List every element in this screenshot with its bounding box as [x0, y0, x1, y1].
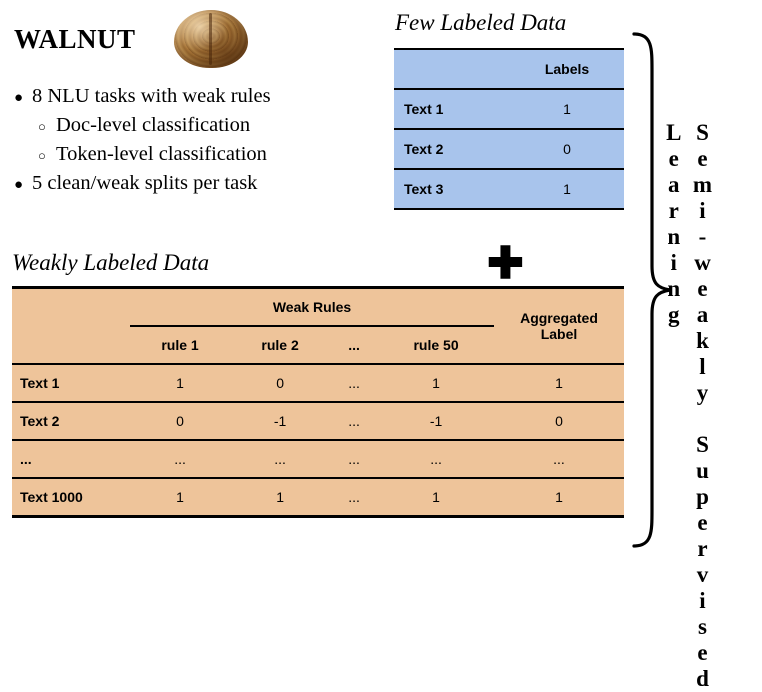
table-row [12, 402, 624, 440]
row-label: Text 2 [394, 129, 510, 169]
column-header-rule-1: rule 1 [130, 326, 230, 364]
table-row [12, 364, 624, 402]
list-item [14, 169, 384, 198]
bullet-filled-icon: ● [14, 177, 24, 194]
row-value: -1 [230, 402, 330, 440]
table-corner-cell [12, 326, 130, 364]
table-corner-cell [12, 288, 130, 327]
column-header-labels: Labels [510, 49, 624, 89]
row-aggregated-value: 1 [494, 364, 624, 402]
list-item [14, 82, 384, 111]
row-label: Text 2 [12, 402, 130, 440]
row-value: 0 [230, 364, 330, 402]
table-row [394, 169, 624, 209]
walnut-icon [174, 10, 248, 68]
few-labeled-caption: Few Labeled Data [395, 10, 567, 35]
aggregated-label-line2: Label [540, 326, 578, 342]
list-item-label: Token-level classification [56, 143, 267, 166]
column-header-rule-2: rule 2 [230, 326, 330, 364]
right-label-line2: Learning [661, 120, 687, 328]
row-value: ... [330, 478, 378, 517]
row-label: Text 1 [12, 364, 130, 402]
plus-icon: ✚ [487, 239, 524, 288]
bullet-hollow-icon: ○ [38, 148, 46, 164]
row-label: Text 3 [394, 169, 510, 209]
row-aggregated-value: 0 [494, 402, 624, 440]
weakly-labeled-table [12, 286, 624, 518]
list-item-label: 5 clean/weak splits per task [32, 172, 258, 195]
row-value: ... [330, 402, 378, 440]
aggregated-label-line1: Aggregated [520, 309, 598, 326]
row-value: 1 [130, 364, 230, 402]
bullet-hollow-icon: ○ [38, 119, 46, 135]
row-value: 1 [510, 89, 624, 129]
feature-bullet-list [14, 82, 384, 198]
column-header-rule-ellipsis: ... [330, 326, 378, 364]
table-row [12, 440, 624, 478]
table-row [394, 89, 624, 129]
row-label: Text 1 [394, 89, 510, 129]
row-value: ... [330, 364, 378, 402]
row-value: 1 [230, 478, 330, 517]
row-value: ... [378, 440, 494, 478]
title-block [14, 10, 374, 68]
row-value: 0 [510, 129, 624, 169]
row-value: -1 [378, 402, 494, 440]
row-value: 1 [378, 478, 494, 517]
table-row [394, 129, 624, 169]
semi-weakly-supervised-learning-label [661, 120, 716, 692]
list-item-label: Doc-level classification [56, 114, 251, 137]
list-item-label: 8 NLU tasks with weak rules [32, 85, 271, 107]
table-header-row [394, 49, 624, 89]
few-labeled-table [394, 48, 624, 210]
table-corner-cell [394, 49, 510, 89]
weakly-labeled-caption: Weakly Labeled Data [12, 250, 210, 275]
page-title: WALNUT [14, 23, 136, 54]
row-value: 0 [130, 402, 230, 440]
bullet-filled-icon: ● [14, 90, 24, 106]
row-label: ... [12, 440, 130, 478]
row-aggregated-value: 1 [494, 478, 624, 517]
row-value: 1 [130, 478, 230, 517]
row-value: ... [230, 440, 330, 478]
list-item [14, 140, 384, 169]
row-value: 1 [510, 169, 624, 209]
group-header-aggregated-label [494, 288, 624, 365]
row-value: 1 [378, 364, 494, 402]
row-label: Text 1000 [12, 478, 130, 517]
list-item [14, 111, 384, 140]
row-value: ... [330, 440, 378, 478]
table-row [12, 478, 624, 517]
right-label-line1: Semi-weakly Supervised [690, 120, 715, 692]
row-aggregated-value: ... [494, 440, 624, 478]
column-header-rule-50: rule 50 [378, 326, 494, 364]
row-value: ... [130, 440, 230, 478]
group-header-weak-rules: Weak Rules [130, 288, 494, 327]
table-group-header-row [12, 288, 624, 327]
